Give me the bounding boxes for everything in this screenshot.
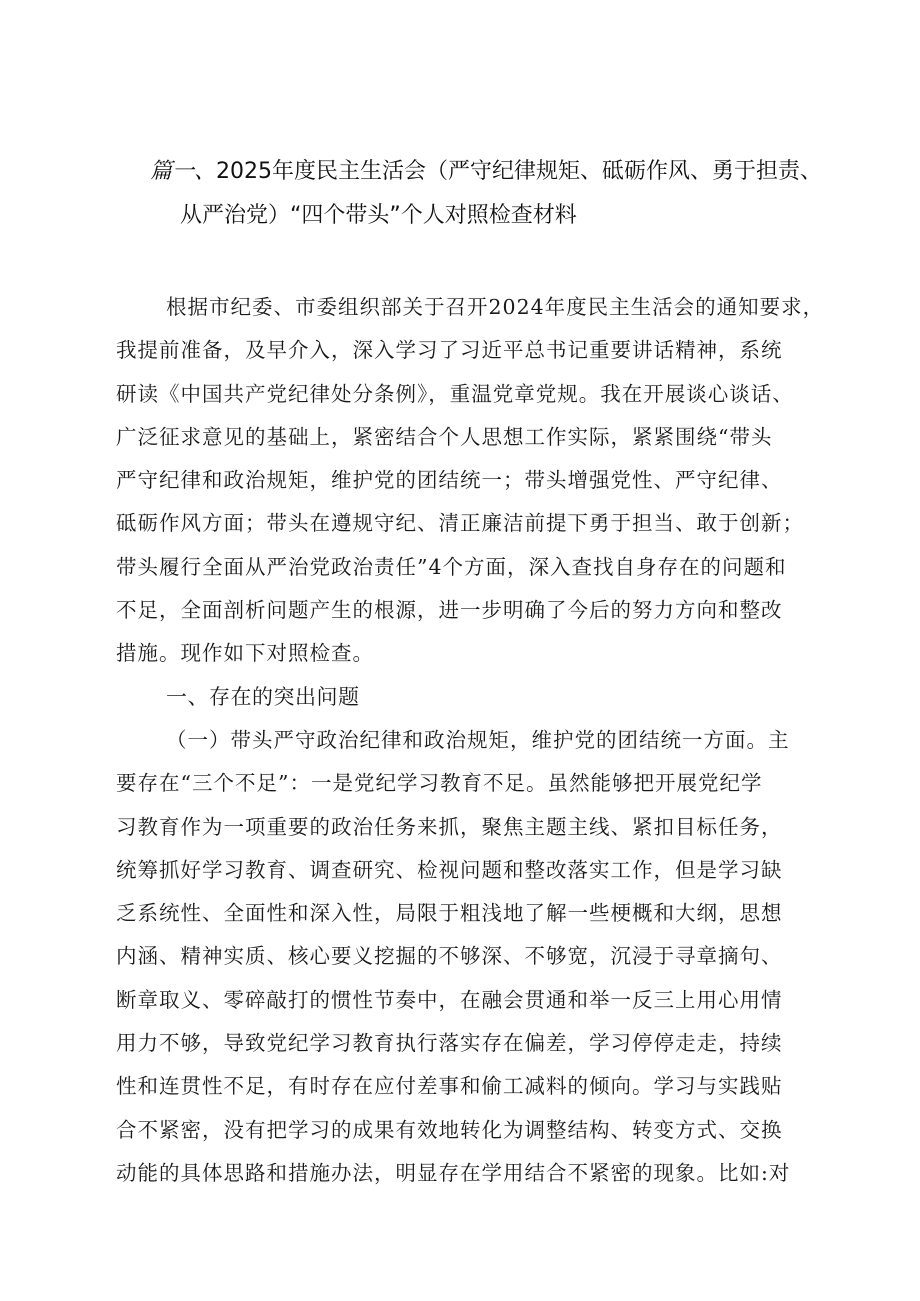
intro-line: 研读《中国共产党纪律处分条例》，重温党章党规。我在开展谈心谈话、 bbox=[116, 381, 794, 406]
document-title bbox=[150, 150, 870, 238]
section-line: 乏系统性、全面性和深入性，局限于粗浅地了解一些梗概和大纲，思想 bbox=[116, 901, 783, 926]
section-heading: 一、存在的突出问题 bbox=[166, 684, 360, 709]
section-line: 统筹抓好学习教育、调查研究、检视问题和整改落实工作，但是学习缺 bbox=[116, 857, 783, 882]
intro-line: 广泛征求意见的基础上，紧密结合个人思想工作实际，紧紧围绕“带头 bbox=[116, 424, 773, 449]
title-line-1-text: 2025年度民主生活会（严守纪律规矩、砥砺作风、勇于担责、 bbox=[216, 159, 823, 184]
intro-line: 不足，全面剖析问题产生的根源，进一步明确了今后的努力方向和整改 bbox=[116, 598, 783, 623]
intro-line: 砥砺作风方面；带头在遵规守纪、清正廉洁前提下勇于担当、敢于创新； bbox=[116, 511, 804, 536]
section-line: 性和连贯性不足，有时存在应付差事和偷工减料的倾向。学习与实践贴 bbox=[116, 1074, 783, 1099]
intro-line: 带头履行全面从严治党政治责任”4个方面，深入查找自身存在的问题和 bbox=[116, 554, 787, 579]
section-line: 习教育作为一项重要的政治任务来抓，聚焦主题主线、紧扣目标任务， bbox=[116, 814, 783, 839]
title-line-2: 从严治党）“四个带头”个人对照检查材料 bbox=[180, 203, 577, 228]
section-line: 要存在“三个不足”：一是党纪学习教育不足。虽然能够把开展党纪学 bbox=[116, 771, 763, 796]
intro-line: 严守纪律和政治规矩，维护党的团结统一；带头增强党性、严守纪律、 bbox=[116, 468, 783, 493]
section-line: 合不紧密，没有把学习的成果有效地转化为调整结构、转变方式、交换 bbox=[116, 1117, 783, 1142]
document-body bbox=[116, 286, 851, 1195]
section-line: 内涵、精神实质、核心要义挖掘的不够深、不够宽，沉浸于寻章摘句、 bbox=[116, 944, 783, 969]
intro-line: 措施。现作如下对照检查。 bbox=[116, 641, 374, 666]
section-line: 断章取义、零碎敲打的惯性节奏中，在融会贯通和举一反三上用心用情 bbox=[116, 987, 783, 1012]
title-prefix: 篇一、 bbox=[150, 159, 217, 184]
section-line: （一）带头严守政治纪律和政治规矩，维护党的团结统一方面。主 bbox=[166, 727, 790, 752]
section-line: 动能的具体思路和措施办法，明显存在学用结合不紧密的现象。比如:对 bbox=[116, 1160, 791, 1185]
intro-line: 根据市纪委、市委组织部关于召开2024年度民主生活会的通知要求， bbox=[166, 295, 825, 319]
title-line-1 bbox=[150, 150, 870, 194]
intro-line: 我提前准备，及早介入，深入学习了习近平总书记重要讲话精神，系统 bbox=[116, 338, 783, 363]
section-line: 用力不够，导致党纪学习教育执行落实存在偏差，学习停停走走，持续 bbox=[116, 1031, 783, 1056]
